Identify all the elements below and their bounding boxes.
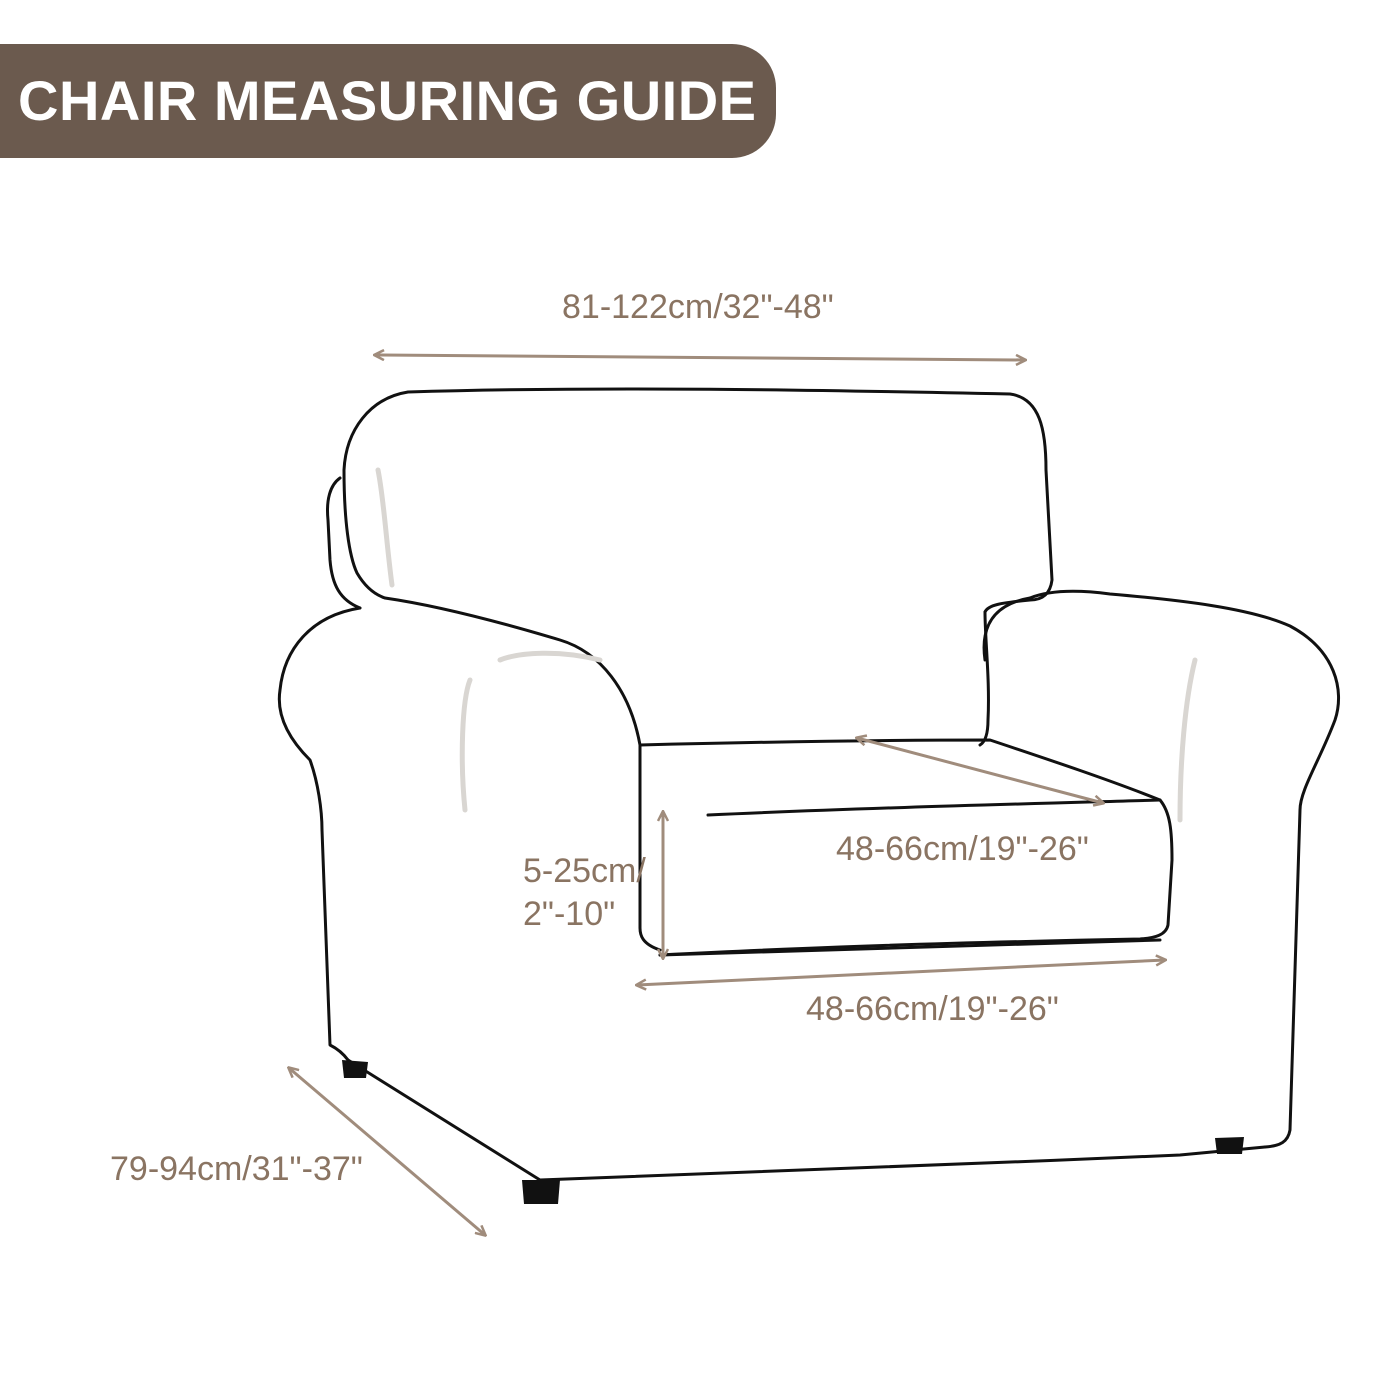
seat-base [660,940,1160,955]
cushion-top-edge [708,800,1160,815]
base-front [348,1060,1265,1180]
seat-width-label: 48-66cm/19"-26" [806,990,1059,1028]
foot-front-left [522,1180,560,1204]
foot-front-right [1215,1137,1244,1154]
seat-width-arrow [637,960,1165,985]
foot-back-left [342,1060,368,1078]
right-arm [980,591,1339,1147]
seat-depth-label: 48-66cm/19"-26" [836,830,1089,868]
arm-depth-label: 79-94cm/31"-37" [110,1150,363,1188]
backrest [344,389,1052,612]
back-width-arrow [375,355,1025,360]
left-arm [279,598,640,830]
back-width-label: 81-122cm/32"-48" [562,288,834,326]
page-title: CHAIR MEASURING GUIDE [18,69,757,132]
cushion-height-label-line1: 5-25cm/ [523,852,646,890]
dimension-arrows [289,355,1165,1235]
cushion-height-label-line2: 2"-10" [523,895,616,933]
left-side [322,830,348,1060]
seat-depth-arrow [857,738,1103,803]
left-arm-front [640,745,660,950]
chair-feet [342,1060,1244,1204]
